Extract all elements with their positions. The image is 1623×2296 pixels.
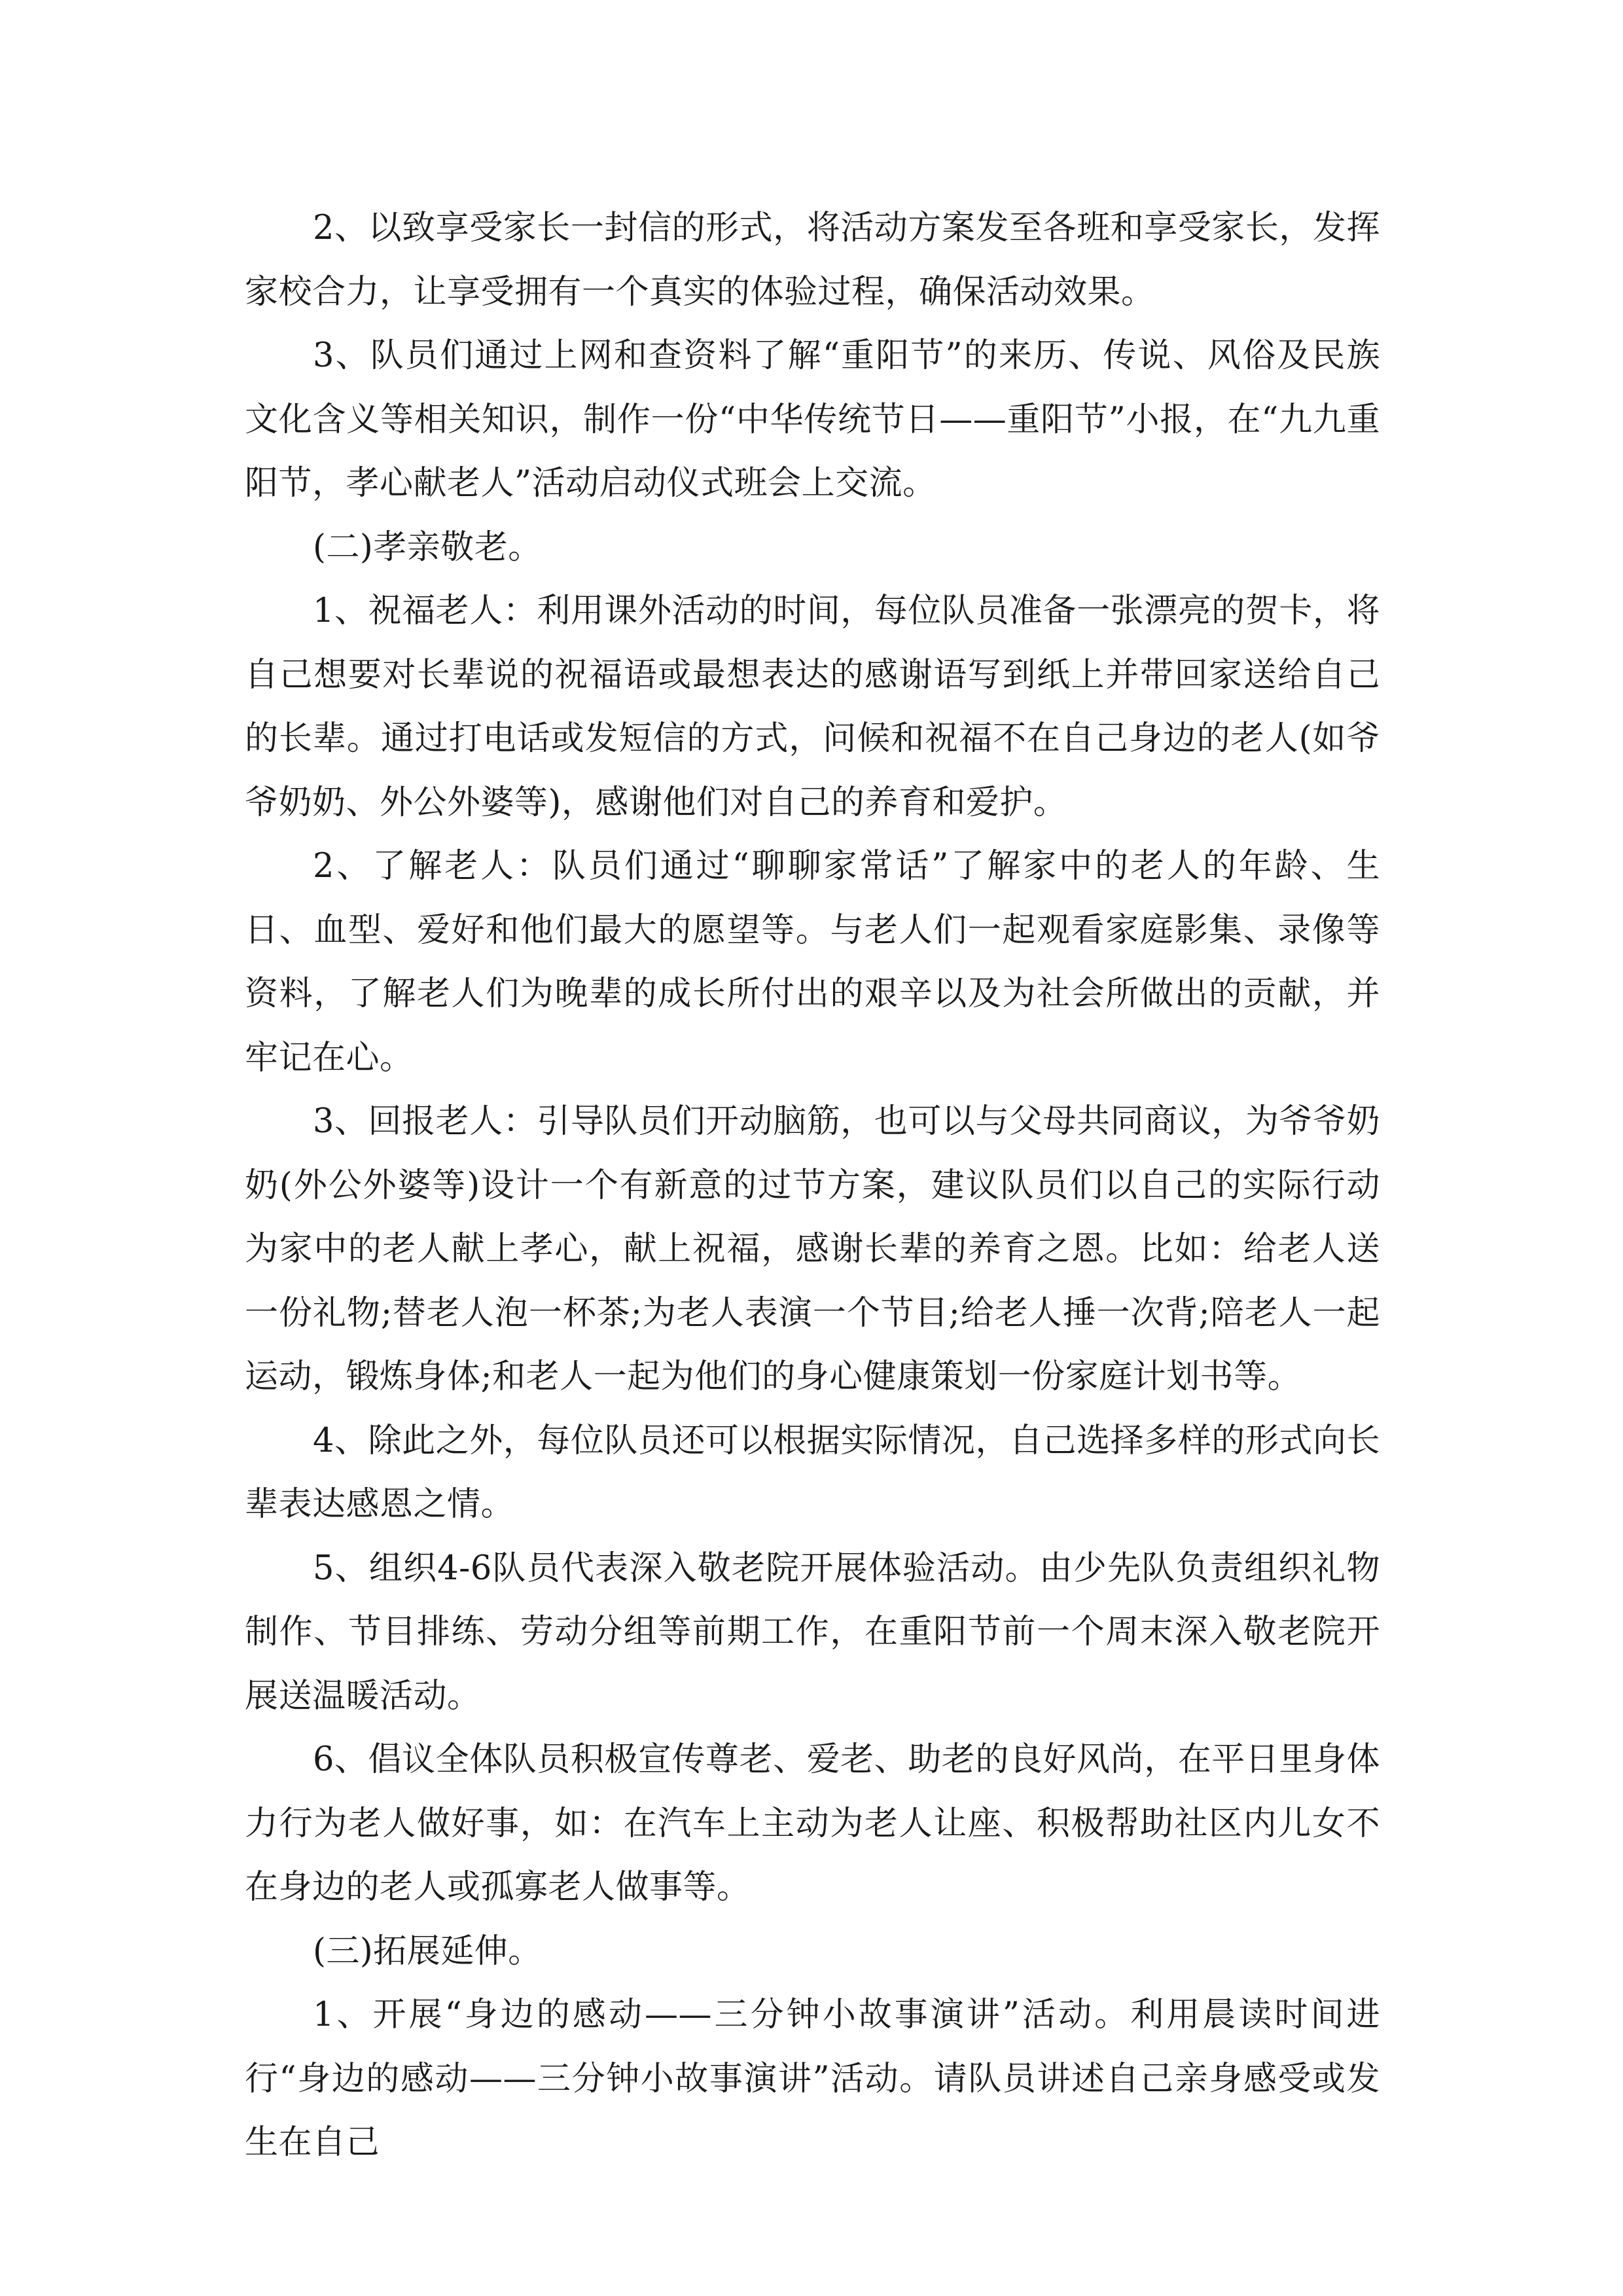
- paragraph-item-3-repay: 3、回报老人：引导队员们开动脑筋，也可以与父母共同商议，为爷爷奶奶(外公外婆等)设计一个有新意的过节方案，建议队员们以自己的实际行动为家中的老人献上孝心，献上祝福，感谢长辈的养育之恩。比如：给老人送一份礼物;替老人泡一杯茶;为老人表演一个节目;给老人捶一次背;陪老人一起运动，锻炼身体;和老人一起为他们的身心健康策划一份家庭计划书等。: [245, 1102, 1380, 1396]
- paragraph-item-1-speech: 1、开展“身边的感动——三分钟小故事演讲”活动。利用晨读时间进行“身边的感动——三分钟小故事演讲”活动。请队员讲述自己亲身感受或发生在自己: [245, 1996, 1380, 2162]
- paragraph-item-2-letter: 2、以致享受家长一封信的形式，将活动方案发至各班和享受家长，发挥家校合力，让享受拥有一个真实的体验过程，确保活动效果。: [245, 209, 1380, 312]
- paragraph-item-1-bless: 1、祝福老人：利用课外活动的时间，每位队员准备一张漂亮的贺卡，将自己想要对长辈说的祝福语或最想表达的感谢语写到纸上并带回家送给自己的长辈。通过打电话或发短信的方式，问候和祝福不在自己身边的老人(如爷爷奶奶、外公外婆等)，感谢他们对自己的养育和爱护。: [245, 592, 1380, 822]
- paragraph-item-3-research: 3、队员们通过上网和查资料了解“重阳节”的来历、传说、风俗及民族文化含义等相关知识，制作一份“中华传统节日——重阳节”小报，在“九九重阳节，孝心献老人”活动启动仪式班会上交流。: [245, 336, 1380, 503]
- paragraph-item-4-gratitude: 4、除此之外，每位队员还可以根据实际情况，自己选择多样的形式向长辈表达感恩之情。: [245, 1421, 1380, 1524]
- paragraph-item-2-understand: 2、了解老人：队员们通过“聊聊家常话”了解家中的老人的年龄、生日、血型、爱好和他们最大的愿望等。与老人们一起观看家庭影集、录像等资料，了解老人们为晚辈的成长所付出的艰辛以及为社会所做出的贡献，并牢记在心。: [245, 847, 1380, 1077]
- section-heading-3: (三)拓展延伸。: [313, 1931, 542, 1971]
- section-heading-2: (二)孝亲敬老。: [313, 528, 542, 567]
- paragraph-item-5-nursing-home: 5、组织4-6队员代表深入敬老院开展体验活动。由少先队负责组织礼物制作、节目排练、劳动分组等前期工作，在重阳节前一个周末深入敬老院开展送温暖活动。: [245, 1549, 1380, 1715]
- document-body: [245, 196, 1380, 2175]
- paragraph-item-6-initiative: 6、倡议全体队员积极宣传尊老、爱老、助老的良好风尚，在平日里身体力行为老人做好事，如：在汽车上主动为老人让座、积极帮助社区内儿女不在身边的老人或孤寡老人做事等。: [245, 1740, 1380, 1907]
